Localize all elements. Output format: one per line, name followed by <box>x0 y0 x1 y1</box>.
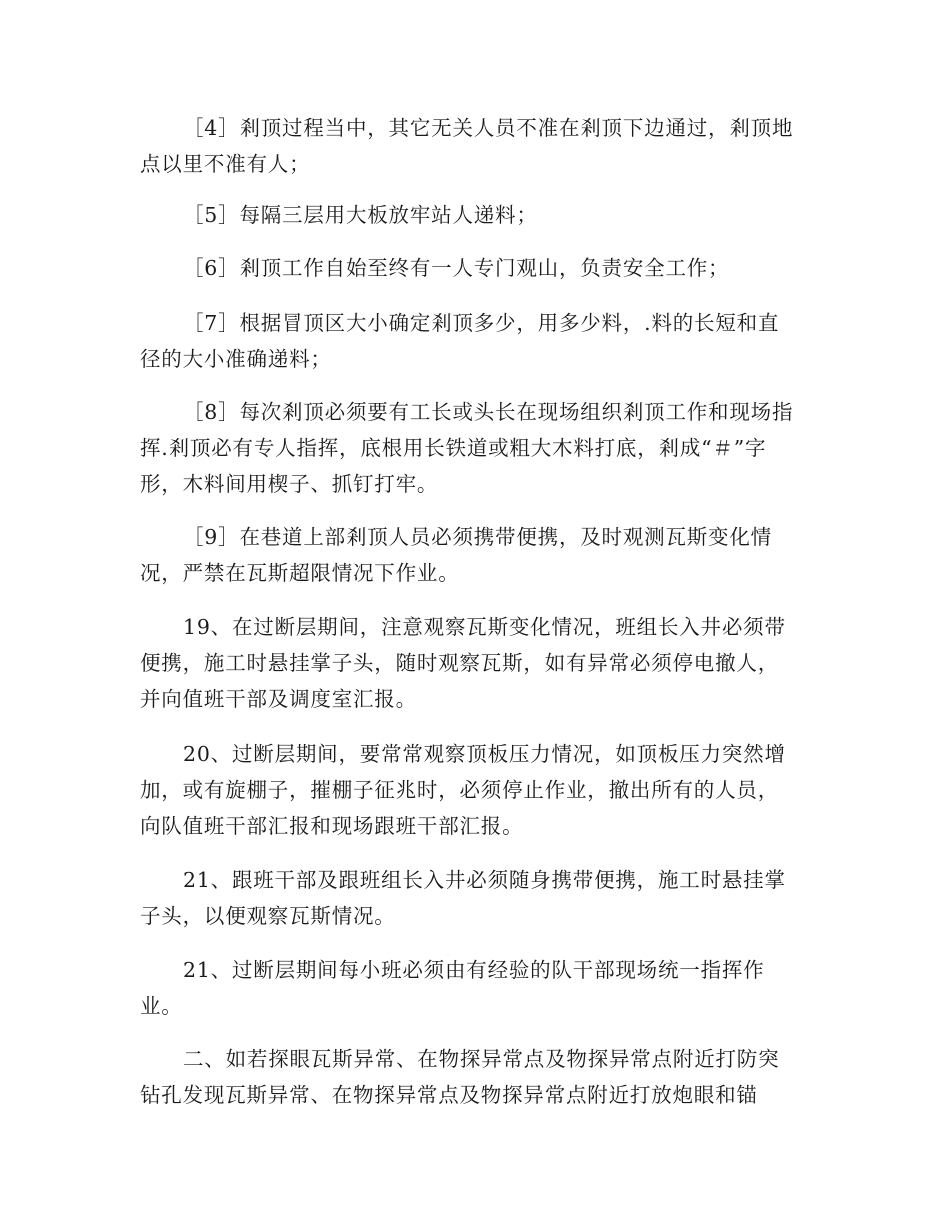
paragraph-21-second <box>140 952 820 1024</box>
text-line: 子头，以便观察瓦斯情况。 <box>140 904 396 928</box>
paragraph-item-8 <box>140 394 820 502</box>
text-line: ［8］每次剎顶必须要有工长或头长在现场组织剎顶工作和现场指 <box>183 400 794 424</box>
text-line: 便携，施工时悬挂掌子头，随时观察瓦斯，如有异常必须停电撤人， <box>140 651 779 675</box>
text-line: 挥.剎顶必有专人指挥，底根用长铁道或粗大木料打底，剎成“＃”字 <box>140 436 767 460</box>
paragraph-20 <box>140 736 820 844</box>
text-line: ［5］每隔三层用大板放牢站人递料； <box>183 203 538 227</box>
paragraph-section-two <box>140 1041 820 1113</box>
text-line: 点以里不准有人； <box>140 152 311 176</box>
paragraph-item-7 <box>140 305 820 377</box>
text-line: 径的大小准确递料； <box>140 347 332 371</box>
text-line: ［7］根据冒顶区大小确定剎顶多少，用多少料，.料的长短和直 <box>183 311 780 335</box>
text-line: 并向值班干部及调度室汇报。 <box>140 687 417 711</box>
text-line: 向队值班干部汇报和现场跟班干部汇报。 <box>140 814 524 838</box>
text-line: 加，或有旋棚子，摧棚子征兆时，必须停止作业，撤出所有的人员， <box>140 778 779 802</box>
paragraph-19 <box>140 609 820 717</box>
paragraph-item-4 <box>140 110 820 182</box>
text-line: 二、如若探眼瓦斯异常、在物探异常点及物探异常点附近打防突 <box>183 1047 780 1071</box>
text-line: ［9］在巷道上部剎顶人员必须携带便携，及时观测瓦斯变化情 <box>183 525 772 549</box>
paragraph-item-9 <box>140 519 820 591</box>
text-line: 业。 <box>140 994 183 1018</box>
paragraph-item-6 <box>140 250 820 286</box>
text-line: ［6］剎顶工作自始至终有一人专门观山，负责安全工作； <box>183 256 730 280</box>
text-line: ［4］剎顶过程当中，其它无关人员不准在剎顶下边通过，剎顶地 <box>183 116 794 140</box>
text-line: 钻孔发现瓦斯异常、在物探异常点及物探异常点附近打放炮眼和锚 <box>140 1083 758 1107</box>
text-line: 形，木料间用楔子、抓钉打牢。 <box>140 472 439 496</box>
text-line: 19、在过断层期间，注意观察瓦斯变化情况，班组长入井必须带 <box>183 615 786 639</box>
text-line: 20、过断层期间，要常常观察顶板压力情况，如顶板压力突然增 <box>183 742 786 766</box>
paragraph-item-5 <box>140 197 820 233</box>
text-line: 21、过断层期间每小班必须由有经验的队干部现场统一指挥作 <box>183 958 765 982</box>
text-line: 况，严禁在瓦斯超限情况下作业。 <box>140 561 460 585</box>
text-line: 21、跟班干部及跟班组长入井必须随身携带便携，施工时悬挂掌 <box>183 868 786 892</box>
paragraph-21-first <box>140 862 820 934</box>
